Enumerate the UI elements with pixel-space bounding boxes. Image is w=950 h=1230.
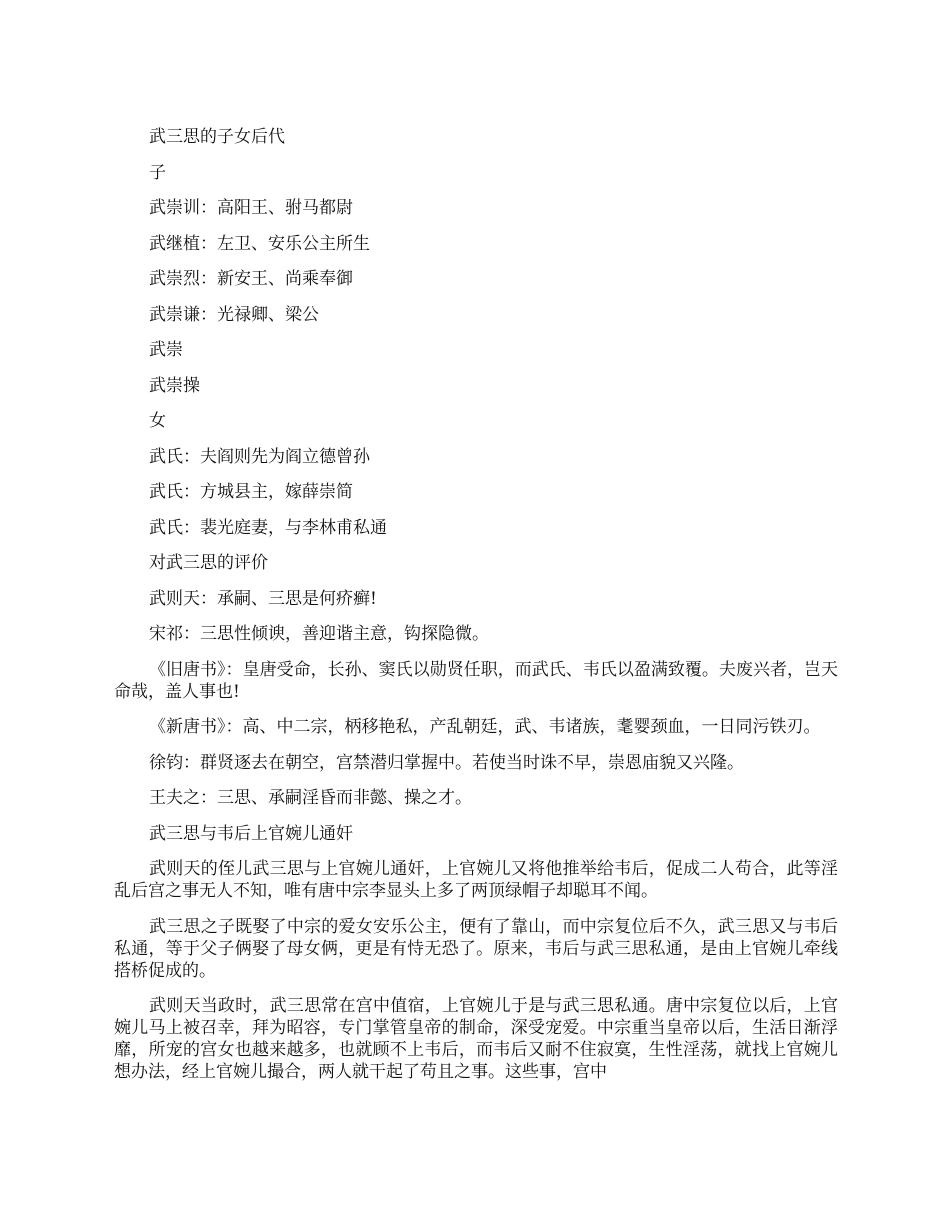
quote-line: 王夫之：三思、承嗣淫昏而非懿、操之才。: [149, 788, 472, 808]
body-paragraph: 武则天的侄儿武三思与上官婉儿通奸，上官婉儿又将他推举给韦后，促成二人苟合，此等淫乱后宫之事无人不知，唯有唐中宗李显头上多了两顶绿帽子却聪耳不闻。: [114, 859, 838, 901]
document-body: [114, 126, 838, 1097]
list-item: 武崇烈：新安王、尚乘奉御: [149, 269, 353, 289]
quote-line: 徐钧：群贤逐去在朝空，宫禁潜归掌握中。若使当时诛不早，崇恩庙貌又兴隆。: [149, 752, 744, 773]
quote-paragraph: 《新唐书》：高、中二宗，柄移艳私，产乱朝廷，武、韦诸族，耄婴颈血，一日同污铁刃。: [149, 717, 821, 737]
subheading-daughters: 女: [149, 411, 166, 431]
quote-paragraph: 《旧唐书》：皇唐受命，长孙、窦氏以勋贤任职，而武氏、韦氏以盈满致覆。夫废兴者，岂天命哉，盖人事也!: [114, 659, 838, 702]
list-item: 武氏：方城县主，嫁薛崇简: [149, 482, 353, 502]
section-heading-affair: 武三思与韦后上官婉儿通奸: [149, 823, 353, 844]
list-item: 武崇: [149, 340, 183, 360]
quote-line: 武则天：承嗣、三思是何疥癣!: [149, 588, 377, 609]
section-heading-children: 武三思的子女后代: [149, 127, 285, 147]
list-item: 武氏：裴光庭妻，与李林甫私通: [149, 517, 387, 538]
section-heading-evaluation: 对武三思的评价: [149, 553, 268, 573]
list-item: 武继植：左卫、安乐公主所生: [149, 233, 370, 254]
list-item: 武氏：夫阎则先为阎立德曾孙: [149, 446, 370, 467]
subheading-sons: 子: [149, 162, 166, 183]
list-item: 武崇操: [149, 375, 200, 396]
body-paragraph: 武则天当政时，武三思常在宫中值宿，上官婉儿于是与武三思私通。唐中宗复位以后，上官婉儿马上被召幸，拜为昭容，专门掌管皇帝的制命，深受宠爱。中宗重当皇帝以后，生活日渐浮靡，所宠的宫女也越来越多，也就顾不上韦后，而韦后又耐不住寂寞，生性淫荡，就找上官婉儿想办法，经上官婉儿撮合，两人就干起了苟且之事。这些事，宫中: [114, 996, 838, 1082]
list-item: 武崇谦：光禄卿、梁公: [149, 304, 319, 325]
body-paragraph: 武三思之子既娶了中宗的爱女安乐公主，便有了靠山，而中宗复位后不久，武三思又与韦后私通，等于父子俩娶了母女俩，更是有恃无恐了。原来，韦后与武三思私通，是由上官婉儿牵线搭桥促成的。: [114, 916, 838, 981]
list-item: 武崇训：高阳王、驸马都尉: [149, 198, 353, 218]
quote-line: 宋祁：三思性倾谀，善迎谐主意，钩探隐微。: [149, 624, 489, 644]
